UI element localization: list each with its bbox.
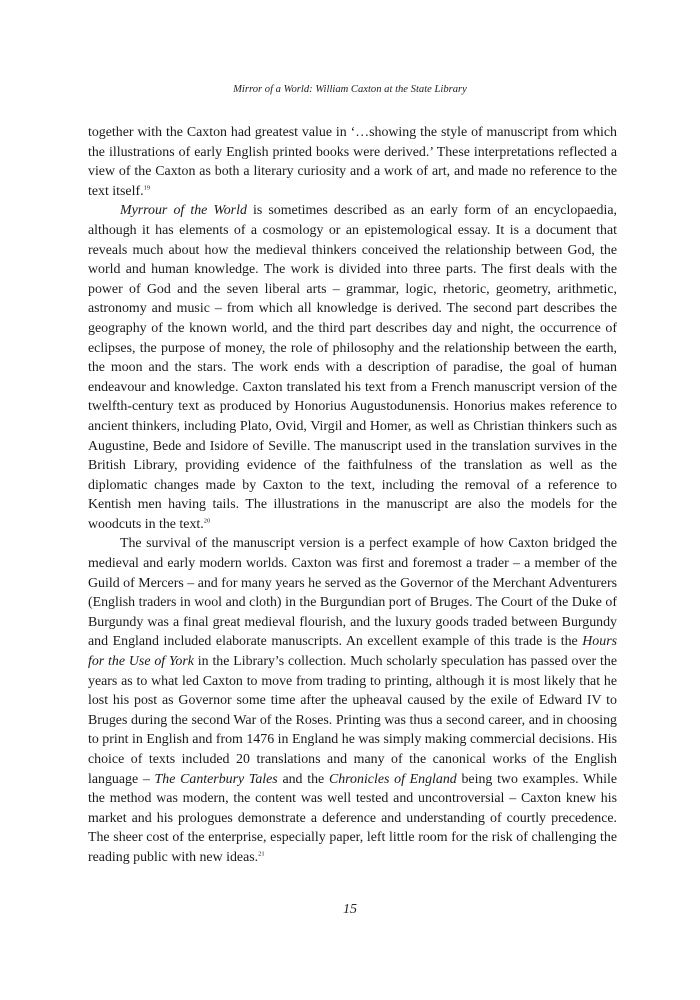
running-head: Mirror of a World: William Caxton at the State Library [233,84,467,95]
italic-title: Chronicles of England [328,771,457,787]
text-run: being two examples. While the method was modern, the content was well tested and uncontroversial – Caxton knew his market and his prologues demonstrate a deference and understanding of courtly precedence. The sheer cost of the enterprise, especially paper, left little room for the risk of challenging the reading public with new ideas. [88,771,617,865]
text-run: and the [277,771,329,787]
italic-title: Hours for the Use of York [88,634,617,670]
italic-title: Myrrour of the World [120,203,247,219]
page-number: 15 [343,902,357,917]
footnote-marker: 20 [203,517,211,525]
footnote-marker: 21 [258,850,265,858]
paragraph [88,123,617,201]
text-run: together with the Caxton had greatest value in ‘…showing the style of manuscript from which the illustrations of early English printed books were derived.’ These interpretations reflected a view of the Caxton as both a literary curiosity and a work of art, and made no reference to the text itself. [88,125,617,199]
text-run: is sometimes described as an early form of an encyclopaedia, although it has elements of a cosmology or an epistemological essay. It is a document that reveals much about how the medieval thinkers conceived the relationship between God, the world and human knowledge. The work is divided into three parts. The first deals with the power of God and the seven liberal arts – grammar, logic, rhetoric, geometry, arithmetic, astronomy and music – from which all knowledge is derived. The second part describes the geography of the known world, and the third part describes day and night, the occurrence of eclipses, the purpose of money, the role of philosophy and the relationship between the earth, the moon and the stars. The work ends with a description of paradise, the goal of human endeavour and knowledge. Caxton translated his text from a French manuscript version of the twelfth-century text as produced by Honorius Augustodunensis. Honorius makes reference to ancient thinkers, including Plato, Ovid, Virgil and Homer, as well as Christian thinkers such as Augustine, Bede and Isidore of Seville. The manuscript used in the translation survives in the British Library, providing evidence of the faithfulness of the translation as well as the diplomatic changes made by Caxton to the text, including the removal of a reference to Kentish men having tails. The illustrations in the manuscript are also the models for the woodcuts in the text. [88,203,617,532]
paragraph [88,201,617,534]
text-run: in the Library’s collection. Much scholarly speculation has passed over the years as to what led Caxton to move from trading to printing, although it is most likely that he lost his post as Governor some time after the upheaval caused by the exile of Edward IV to Bruges during the second War of the Roses. Printing was thus a second career, and in choosing to print in English and from 1476 in England he was simply making commercial decisions. His choice of texts included 20 translations and many of the canonical works of the English language – [88,654,617,787]
italic-title: The Canterbury Tales [154,771,278,787]
text-run: The survival of the manuscript version is a perfect example of how Caxton bridged the medieval and early modern worlds. Caxton was first and foremost a trader – a member of the Guild of Mercers – and for many years he served as the Governor of the Merchant Adventurers (English traders in wool and cloth) in the Burgundian port of Bruges. The Court of the Duke of Burgundy was a final great medieval flourish, and the luxury goods traded between Burgundy and England included elaborate manuscripts. An excellent example of this trade is the [88,536,617,650]
footnote-marker: 19 [143,184,151,192]
body-text [88,123,617,868]
paragraph [88,534,617,867]
